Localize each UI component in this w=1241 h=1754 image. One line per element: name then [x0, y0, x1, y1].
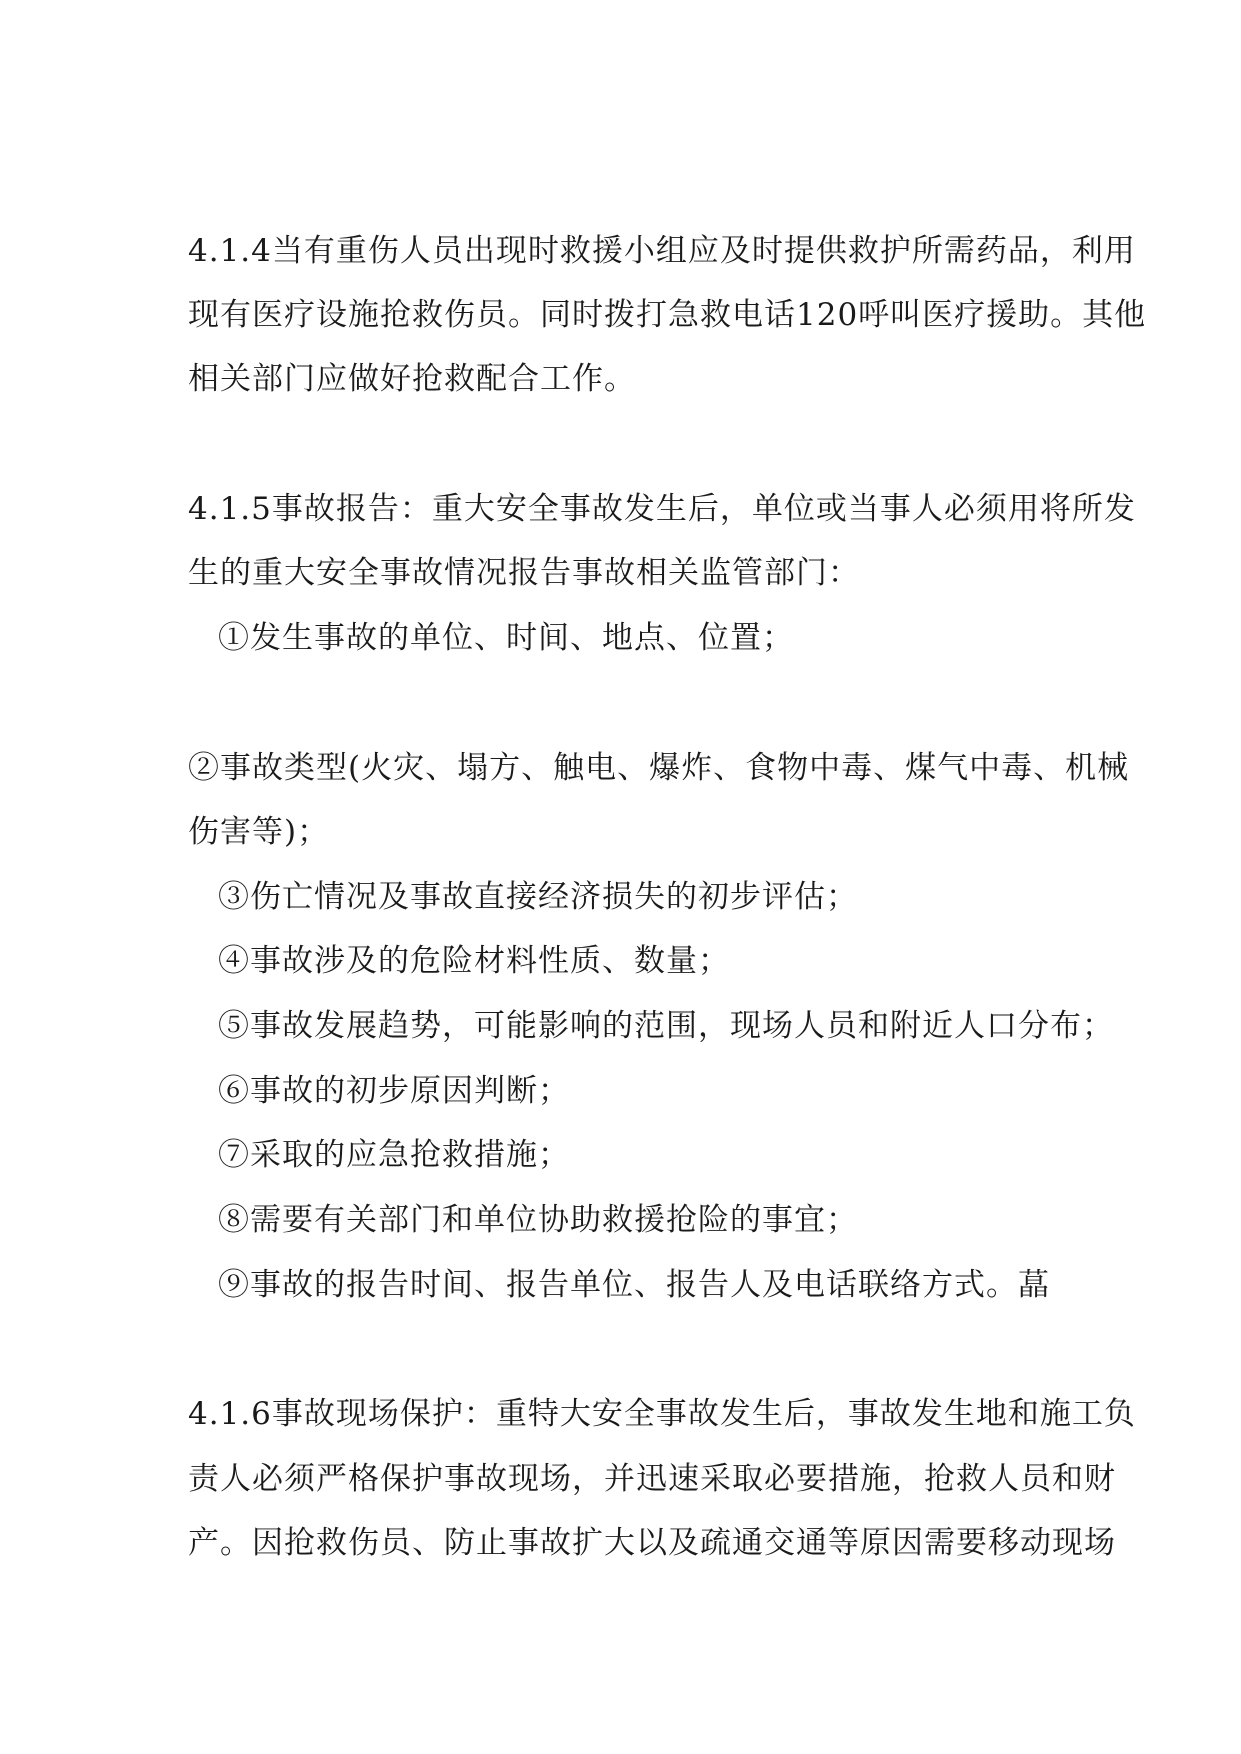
para-415-line-2: 生的重大安全事故情况报告事故相关监管部门： — [188, 555, 860, 591]
list-item-6: ⑥事故的初步原因判断； — [218, 1073, 570, 1109]
list-item-8: ⑧需要有关部门和单位协助救援抢险的事宜； — [218, 1202, 858, 1238]
para-415-line-1: 4.1.5事故报告：重大安全事故发生后，单位或当事人必须用将所发 — [188, 491, 1136, 527]
list-item-3: ③伤亡情况及事故直接经济损失的初步评估； — [218, 879, 858, 915]
list-item-9: ⑨事故的报告时间、报告单位、报告人及电话联络方式。蕌 — [218, 1267, 1050, 1303]
para-416-line-2: 责人必须严格保护事故现场，并迅速采取必要措施，抢救人员和财 — [188, 1461, 1116, 1497]
para-416-line-1: 4.1.6事故现场保护：重特大安全事故发生后，事故发生地和施工负 — [188, 1396, 1136, 1432]
para-414-line-2: 现有医疗设施抢救伤员。同时拨打急救电话120呼叫医疗援助。其他 — [188, 297, 1147, 333]
para-414-line-1: 4.1.4当有重伤人员出现时救援小组应及时提供救护所需药品，利用 — [188, 233, 1136, 269]
list-item-5: ⑤事故发展趋势，可能影响的范围，现场人员和附近人口分布； — [218, 1008, 1114, 1044]
list-item-1: ①发生事故的单位、时间、地点、位置； — [218, 620, 794, 656]
list-item-7: ⑦采取的应急抢救措施； — [218, 1137, 570, 1173]
list-item-2-line-2: 伤害等)； — [188, 814, 330, 850]
para-414-line-3: 相关部门应做好抢救配合工作。 — [188, 361, 636, 397]
para-416-line-3: 产。因抢救伤员、防止事故扩大以及疏通交通等原因需要移动现场 — [188, 1525, 1116, 1561]
list-item-4: ④事故涉及的危险材料性质、数量； — [218, 943, 730, 979]
list-item-2-line-1: ②事故类型(火灾、塌方、触电、爆炸、食物中毒、煤气中毒、机械 — [188, 750, 1130, 786]
